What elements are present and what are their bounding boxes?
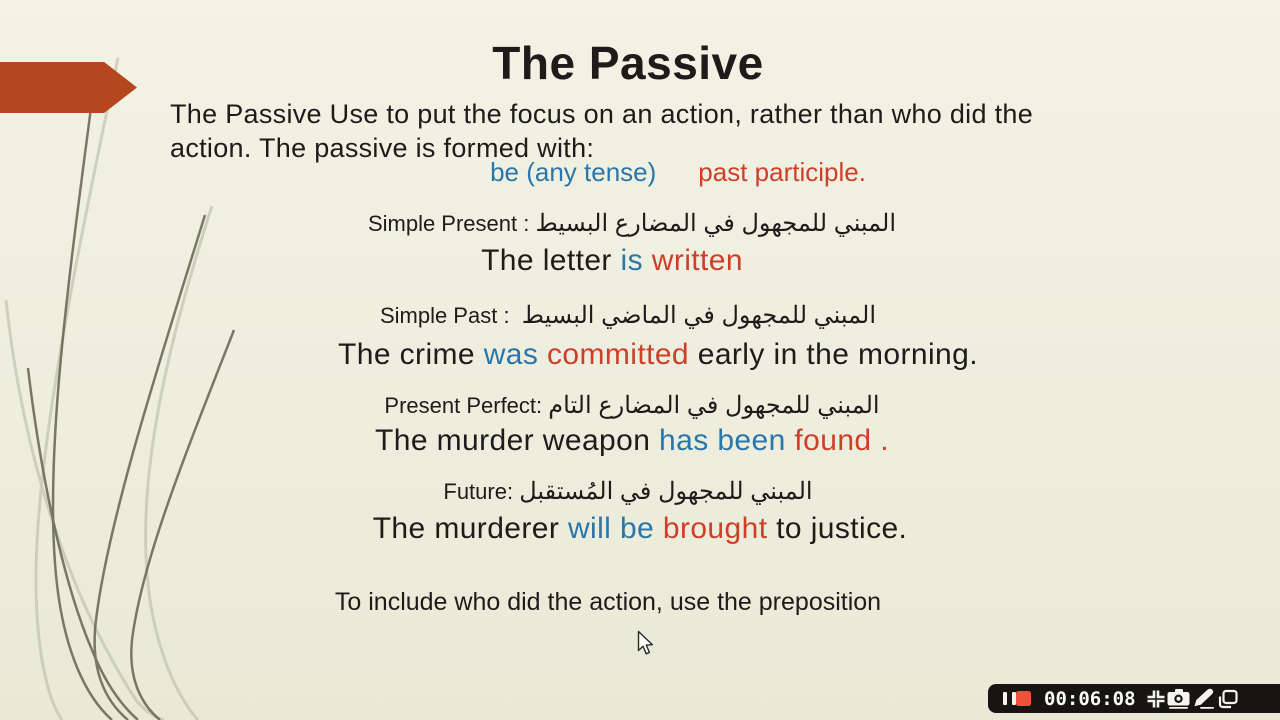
example-sentence-future [0, 510, 1280, 548]
tense-label-ar: المبني للمجهول في المُستقبل [519, 478, 813, 505]
stop-icon [1016, 691, 1031, 706]
example-segment: was [483, 338, 548, 371]
recording-timer: 00:06:08 [1044, 687, 1136, 710]
tense-label-ar: المبني للمجهول في المضارع البسيط [535, 210, 897, 237]
footer-note: To include who did the action, use the preposition [334, 588, 882, 616]
example-segment: written [651, 244, 743, 277]
shrink-toolbar-button[interactable] [1146, 689, 1166, 709]
pause-icon [1003, 692, 1007, 705]
draw-button[interactable] [1191, 688, 1216, 709]
example-segment: The murderer [372, 512, 568, 545]
windows-icon [1216, 689, 1239, 709]
formula-line [38, 157, 1280, 187]
shrink-icon [1146, 689, 1166, 709]
intro-text [170, 97, 1180, 165]
intro-line-1: The Passive Use to put the focus on an action, rather than who did the [170, 99, 1034, 129]
tense-label-ar: المبني للمجهول في الماضي البسيط [521, 302, 877, 329]
example-segment: found . [794, 424, 889, 457]
tense-label-en: Present Perfect: [384, 393, 549, 418]
example-segment: committed [547, 338, 690, 371]
example-segment: The letter [481, 244, 621, 277]
example-sentence-present-perfect [0, 422, 1272, 460]
example-segment: to justice. [767, 512, 908, 545]
tense-label-present-perfect [0, 390, 1272, 422]
stop-button[interactable] [1016, 691, 1044, 706]
screenshot-button[interactable] [1166, 688, 1191, 709]
camera-icon [1166, 688, 1191, 709]
example-segment: is [620, 244, 652, 277]
tense-label-future [0, 476, 1268, 508]
pen-icon [1191, 688, 1216, 709]
formula-be: be (any tense) [490, 157, 657, 187]
example-segment: early in the morning. [689, 338, 978, 371]
tense-label-en: Future: [443, 479, 520, 504]
example-sentence-simple-past [18, 336, 1280, 374]
example-segment: The murder weapon [375, 424, 660, 457]
tense-label-en: Simple Past : [379, 303, 522, 328]
formula-participle: past participle. [698, 157, 866, 187]
example-segment: has been [659, 424, 795, 457]
mouse-cursor [637, 630, 656, 657]
tense-label-simple-past [0, 300, 1268, 332]
tense-label-simple-present [0, 208, 1272, 240]
tense-label-en: Simple Present : [367, 211, 536, 236]
example-segment: will be [567, 512, 663, 545]
example-segment: The crime [338, 338, 484, 371]
example-sentence-simple-present [0, 242, 1252, 280]
pause-button[interactable] [1003, 692, 1016, 705]
intro-line-2: action. The passive is formed with: [170, 133, 595, 163]
windows-button[interactable] [1216, 689, 1239, 709]
slide-title: The Passive [492, 36, 764, 89]
tense-label-ar: المبني للمجهول في المضارع التام [548, 392, 880, 419]
recorder-toolbar [988, 684, 1280, 713]
example-segment: brought [662, 512, 768, 545]
